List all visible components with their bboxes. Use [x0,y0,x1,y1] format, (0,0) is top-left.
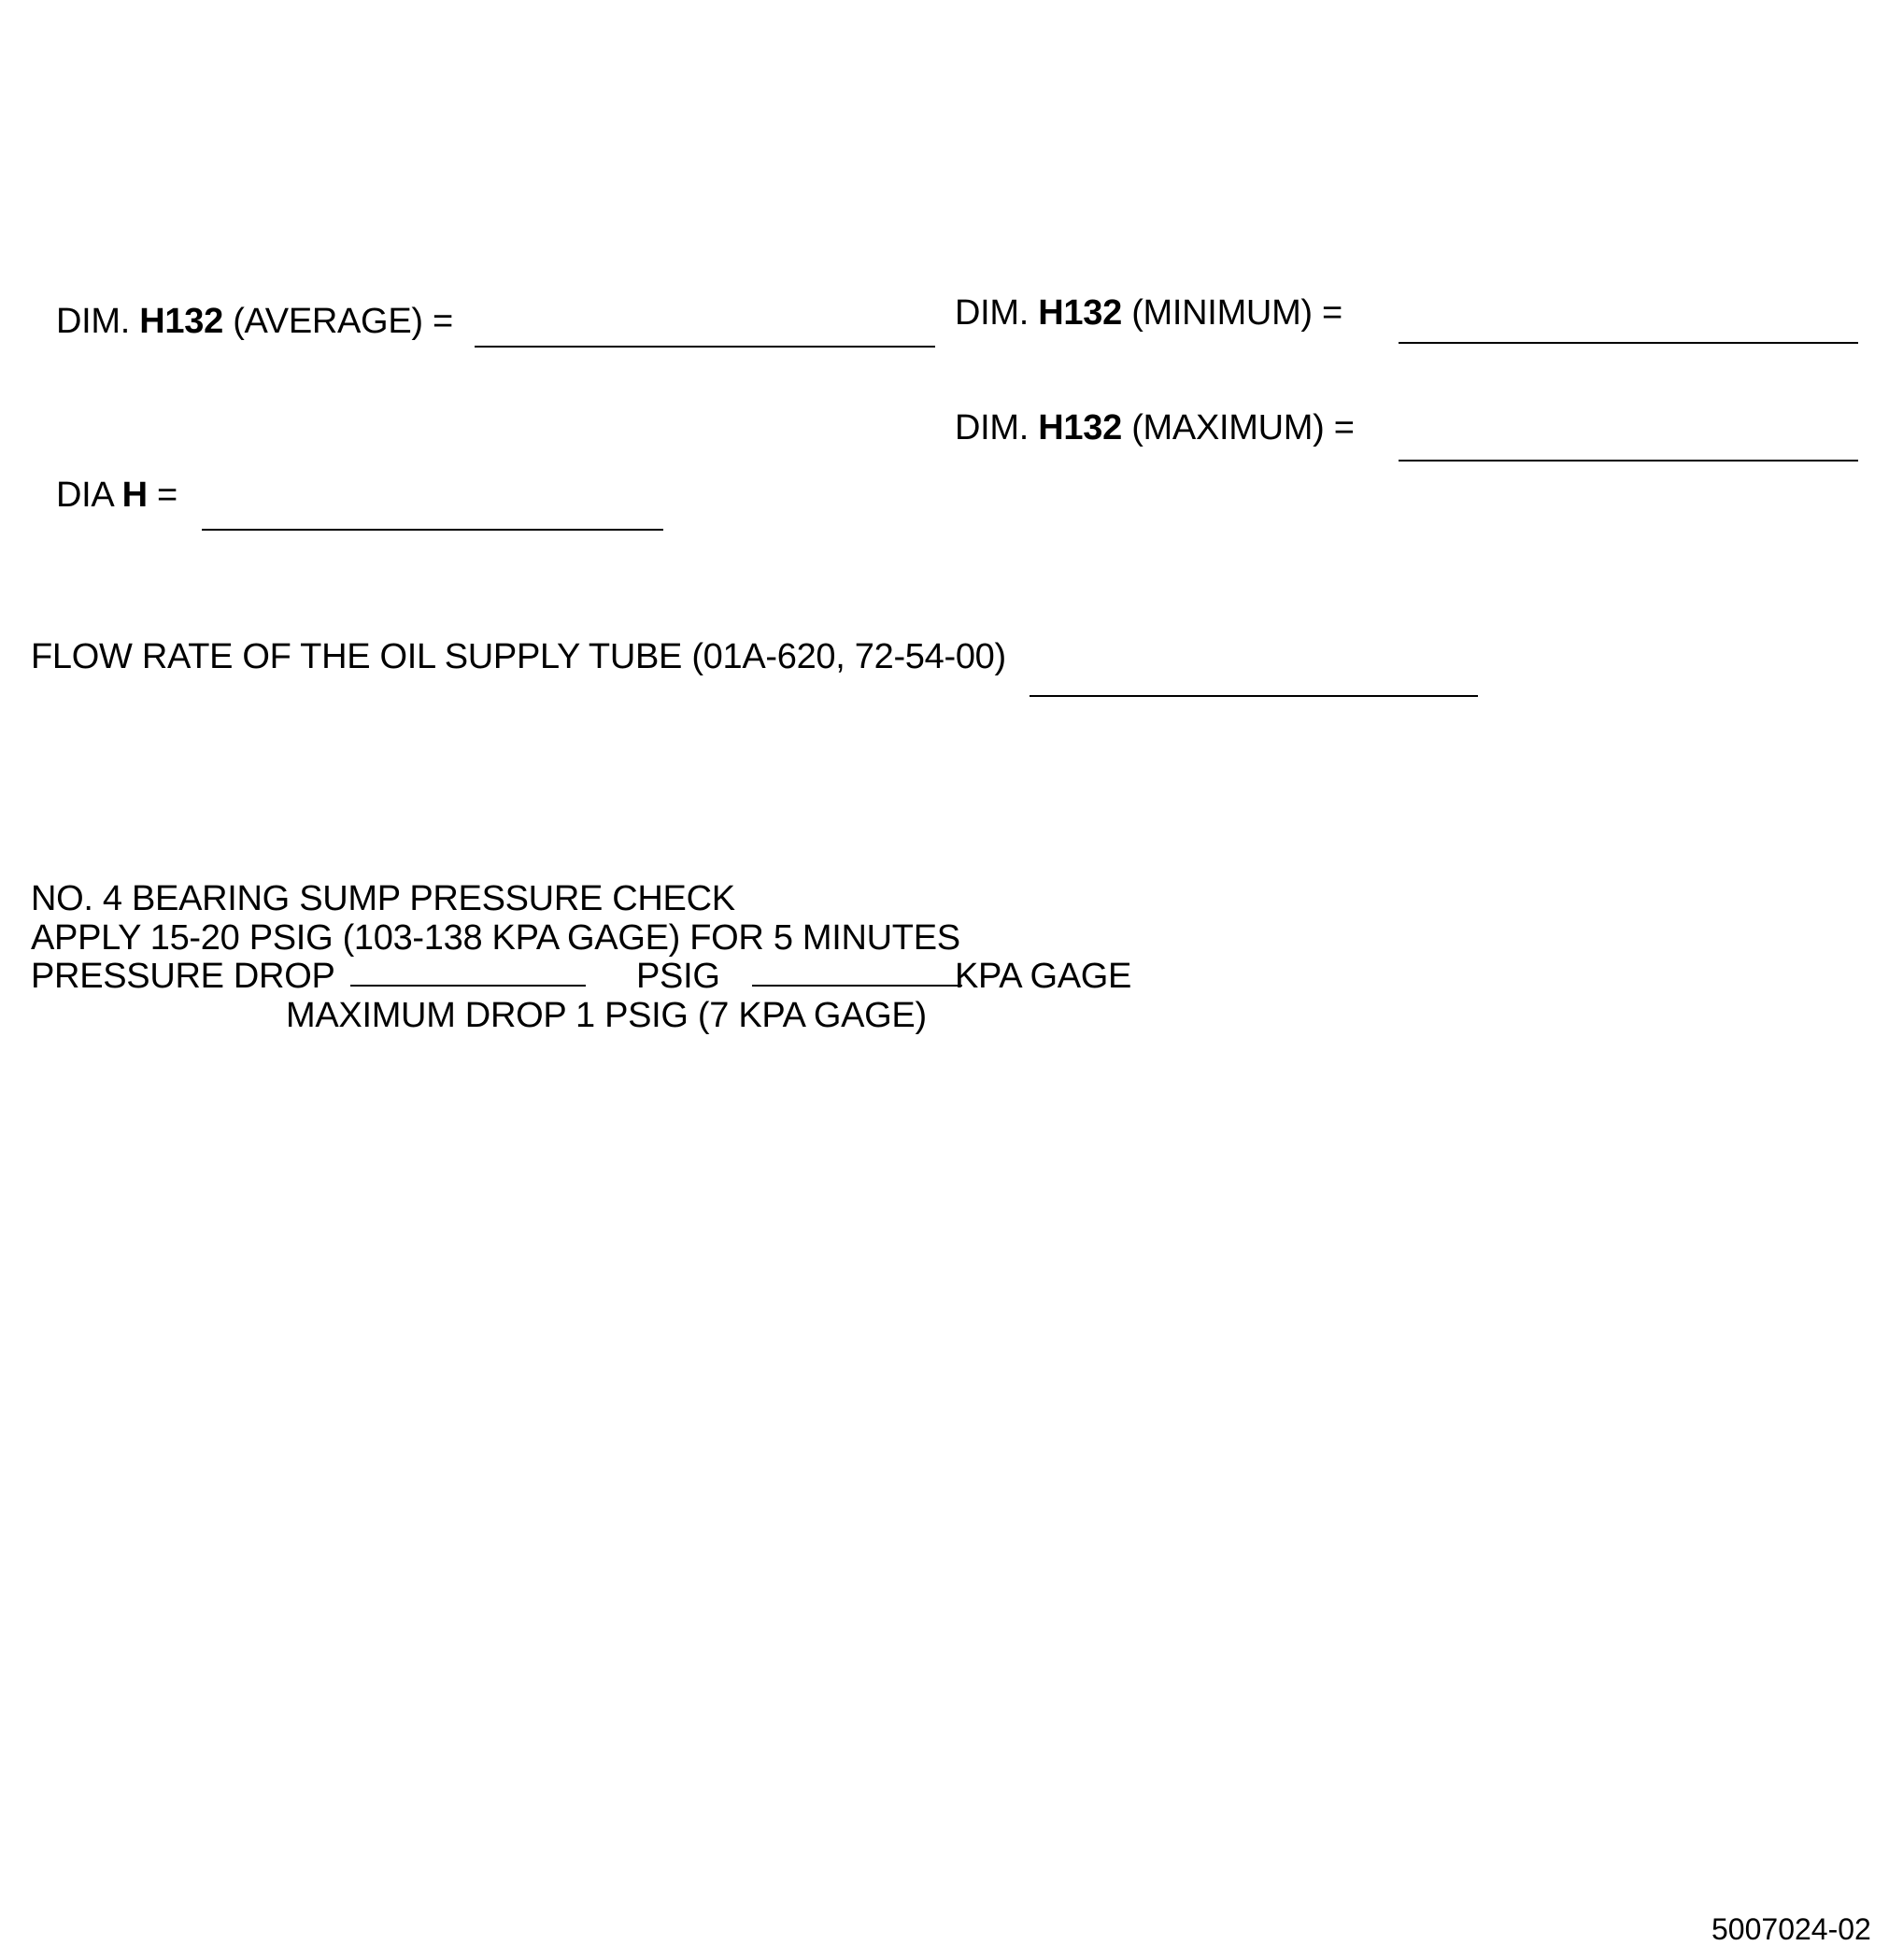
dia-h-prefix: DIA [56,476,113,515]
h132-average-prefix: DIM. [56,302,131,341]
h132-average-ref: H132 [139,302,223,341]
dia-h-ref: H [121,476,148,515]
h132-minimum-prefix: DIM. [955,293,1030,333]
h132-minimum-ref: H132 [1038,293,1122,333]
h132-maximum-label [955,407,1355,448]
dia-h-blank[interactable] [202,529,663,531]
h132-minimum-suffix: (MINIMUM) = [1131,293,1342,333]
max-drop-note: MAXIMUM DROP 1 PSIG (7 KPA GAGE) [286,996,927,1035]
dia-h-label [56,475,178,516]
pressure-drop-label: PRESSURE DROP [31,957,335,996]
h132-minimum-label [955,292,1342,334]
psig-unit-label: PSIG [636,957,720,996]
h132-maximum-ref: H132 [1038,408,1122,447]
sump-check-instruction: APPLY 15-20 PSIG (103-138 KPA GAGE) FOR 5 MINUTES [31,918,960,958]
h132-maximum-blank[interactable] [1399,460,1858,462]
flow-rate-blank[interactable] [1030,695,1478,697]
h132-average-label [56,301,453,342]
pressure-drop-kpa-blank[interactable] [752,985,962,987]
h132-maximum-suffix: (MAXIMUM) = [1131,408,1355,447]
dia-h-suffix: = [157,476,178,515]
pressure-drop-psig-blank[interactable] [350,985,586,987]
h132-minimum-blank[interactable] [1399,342,1858,344]
document-number: 5007024-02 [1711,1912,1871,1946]
h132-average-blank[interactable] [475,346,935,348]
sump-check-title: NO. 4 BEARING SUMP PRESSURE CHECK [31,879,735,918]
flow-rate-label: FLOW RATE OF THE OIL SUPPLY TUBE (01A-620, 72-54-00) [31,637,1006,676]
h132-maximum-prefix: DIM. [955,408,1030,447]
h132-average-suffix: (AVERAGE) = [233,302,453,341]
kpa-unit-label: KPA GAGE [955,957,1132,996]
